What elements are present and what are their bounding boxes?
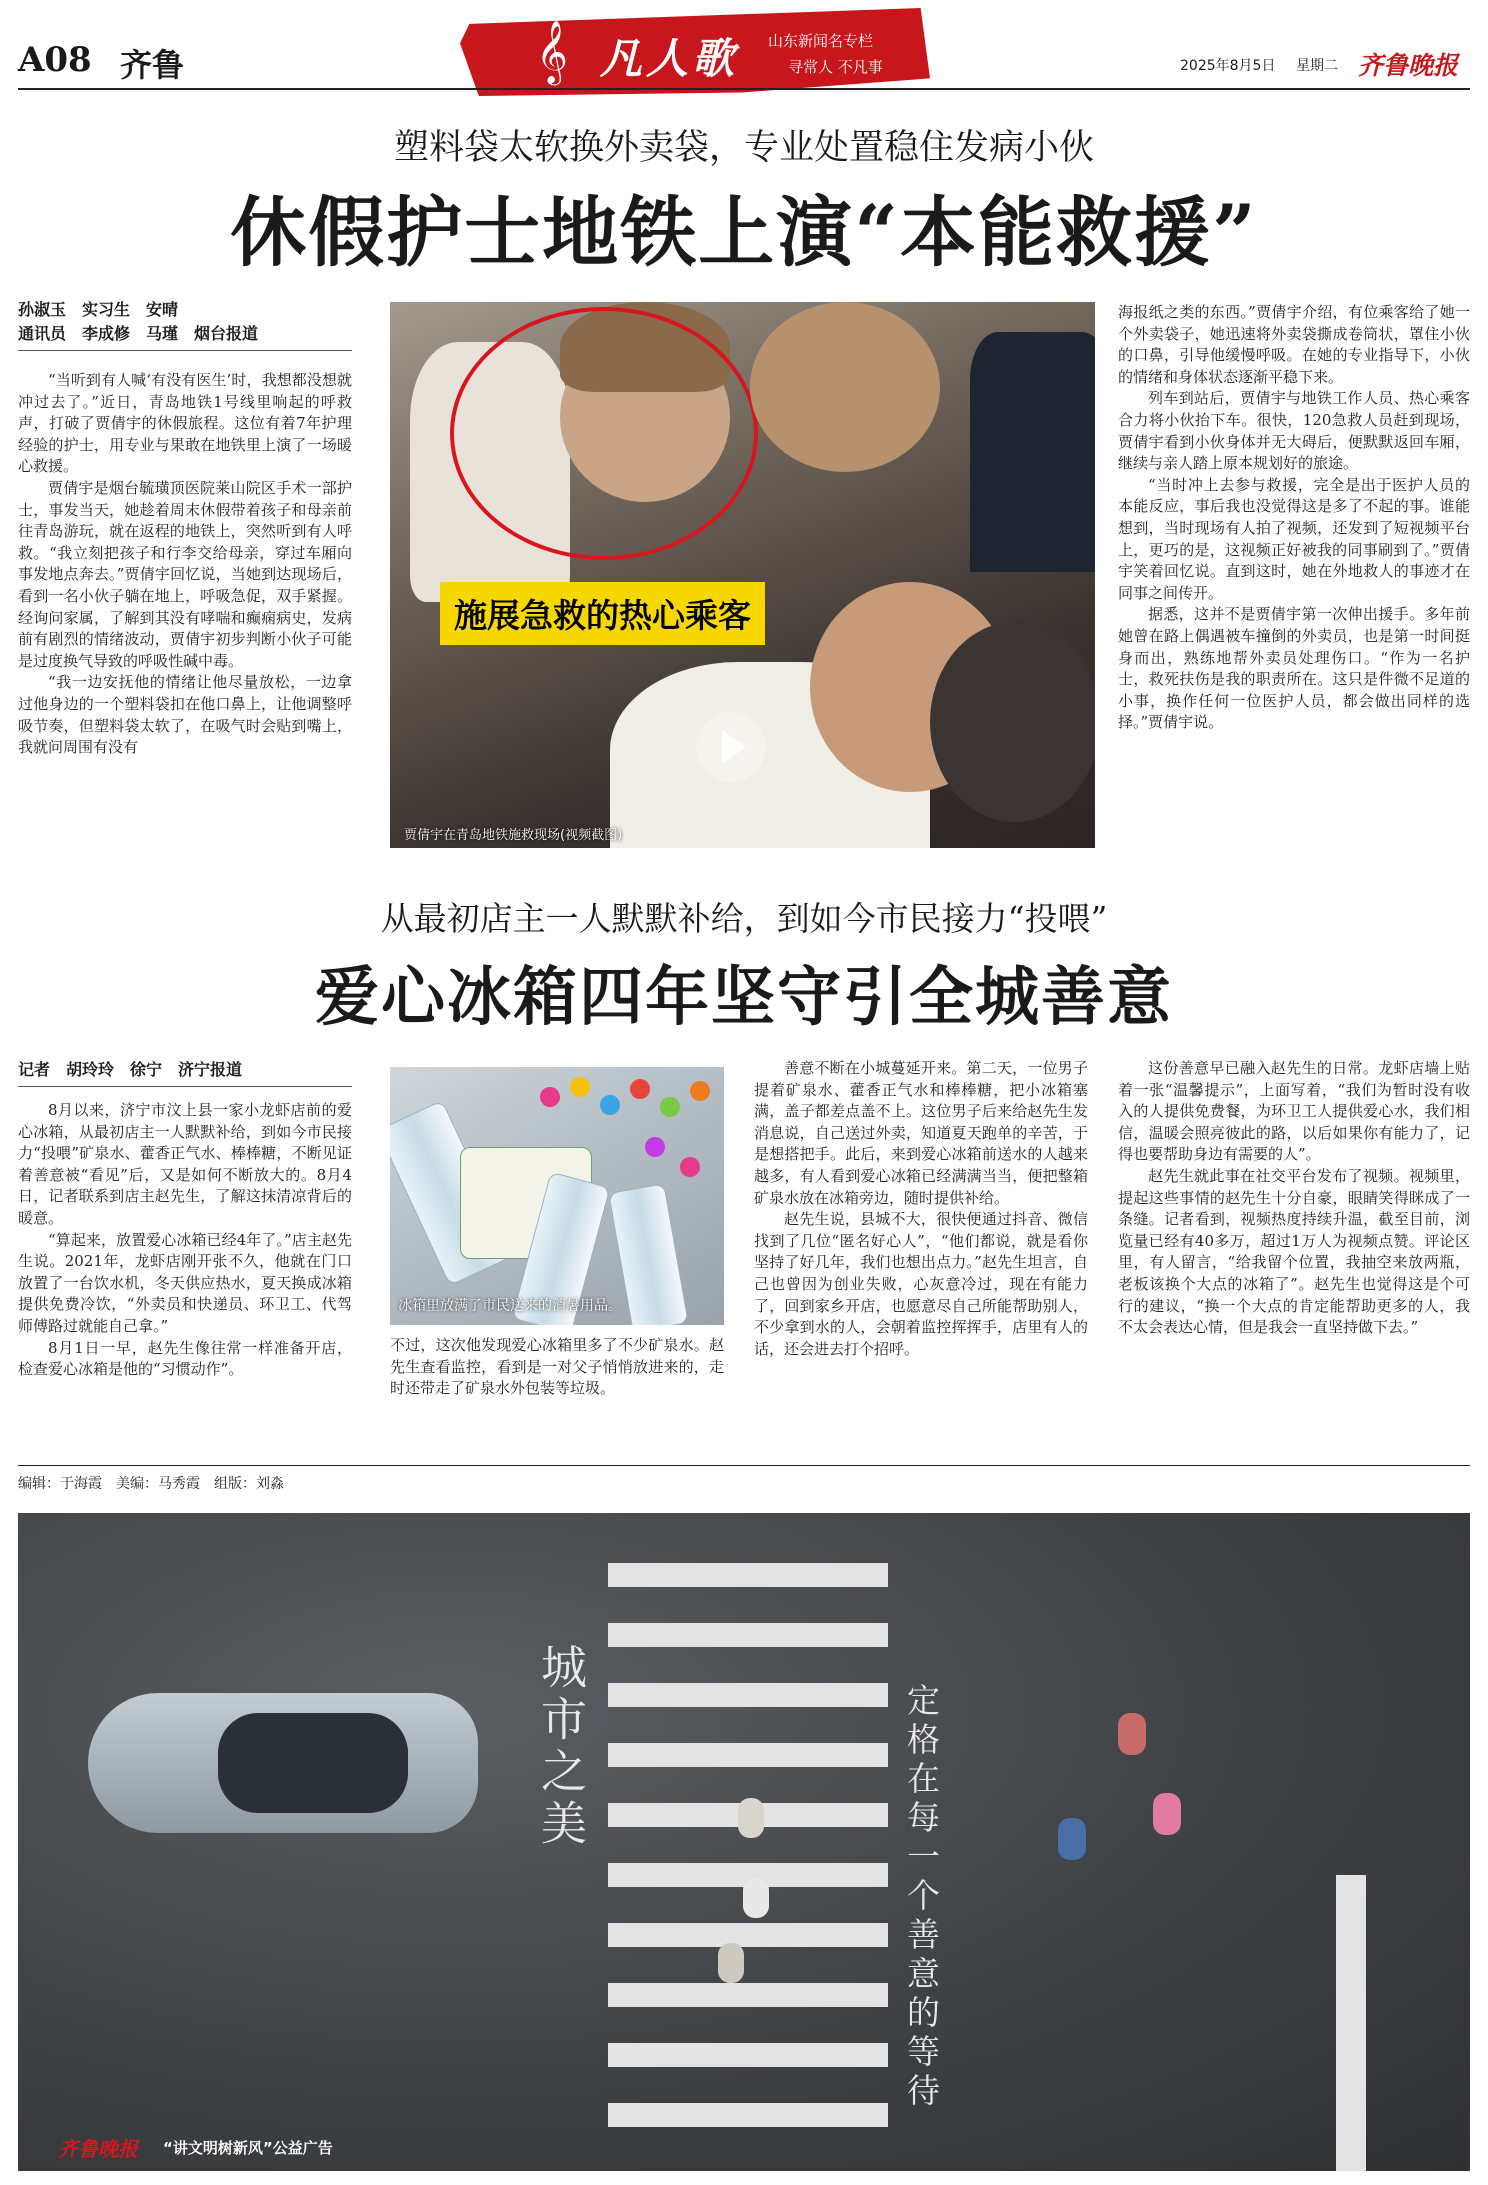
lollipop (630, 1079, 650, 1099)
rescue-photo (390, 302, 1095, 848)
paragraph: 不过，这次他发现爱心冰箱里多了不少矿泉水。赵先生查看监控，看到是一对父子悄悄放进来的，走时还带走了矿泉水外包装等垃圾。 (390, 1336, 724, 1398)
lollipop (600, 1095, 620, 1115)
issue-date: 2025年8月5日 (1180, 58, 1276, 74)
column-sub1: 山东新闻名专栏 (768, 32, 874, 50)
car (88, 1693, 478, 1833)
paragraph: 列车到站后，贾倩宇与地铁工作人员、热心乘客合力将小伙抬下车。很快，120急救人员赶到现场，贾倩宇看到小伙身体并无大碍后，便默默返回车厢，继续与亲人踏上原本规划好的旅途。 (1118, 389, 1470, 473)
paragraph: “当听到有人喊‘有没有医生’时，我想都没想就冲过去了。”近日，青岛地铁1号线里响起的呼救声，打破了贾倩宇的休假旅程。这位有着7年护理经验的护士，用专业与果敢在地铁里上演了一场暖心救援。 (18, 371, 352, 476)
crosswalk-stripe (608, 1683, 888, 1707)
highlight-circle (450, 307, 758, 560)
paragraph: 这份善意早已融入赵先生的日常。龙虾店墙上贴着一张“温馨提示”，上面写着，“我们为暂时没有收入的人提供免费餐，为环卫工人提供爱心水，我们相信，温暖会照亮彼此的路，以后如果你有能力了，记得也要帮助身边有需要的人”。 (1118, 1059, 1470, 1164)
byline-correspondents: 通讯员 李成修 马瑾 烟台报道 (18, 324, 259, 343)
article1-column-1 (18, 370, 352, 860)
crosswalk-stripe (608, 1563, 888, 1587)
photo-overlay-label: 施展急救的热心乘客 (440, 582, 765, 645)
ad-paper-logo: 齐鲁晚报 (58, 2137, 138, 2161)
column-name: 凡人歌 (600, 34, 739, 83)
fridge-photo (390, 1067, 724, 1325)
car-roof (218, 1713, 408, 1813)
crosswalk-stripe (608, 1743, 888, 1767)
paragraph: “当时冲上去参与救援，完全是出于医护人员的本能反应，事后我也没觉得这是多了不起的事。谁能想到，当时现场有人拍了视频，还发到了短视频平台上，更巧的是，这视频正好被我的同事刷到了。”贾倩宇笑着回忆说。直到这时，她在外地救人的事迹才在同事之间传开。 (1118, 475, 1470, 602)
photo-caption: 冰箱里放满了市民送来的消暑用品。 (398, 1298, 622, 1314)
paragraph: 据悉，这并不是贾倩宇第一次伸出援手。多年前她曾在路上偶遇被车撞倒的外卖员，也是第一时间挺身而出，熟练地帮外卖员处理伤口。“作为一名护士，救死扶伤是我的职责所在。这只是件微不足道的小事，换作任何一位医护人员，都会做出同样的选择。”贾倩宇说。 (1118, 605, 1470, 732)
page-number: A08 (18, 40, 92, 80)
byline-rule (18, 1086, 352, 1087)
lane-marking (1336, 1875, 1366, 2171)
music-note-icon: 𝄞 (536, 20, 568, 83)
pedestrian (1118, 1713, 1146, 1755)
pedestrian (1058, 1818, 1086, 1860)
article2-column-4 (1118, 1058, 1470, 1453)
man-face (750, 302, 940, 472)
lollipop (540, 1087, 560, 1107)
editor-credits: 编辑：于海霞 美编：马秀霞 组版：刘淼 (18, 1476, 284, 1492)
article1-byline (18, 298, 258, 346)
paragraph: 赵先生就此事在社交平台发布了视频。视频里，提起这些事情的赵先生十分自豪，眼睛笑得眯成了一条缝。记者看到，视频热度持续升温，截至目前，浏览量已经有40多万，超过1万人为视频点赞。评论区里，有人留言，“给我留个位置，我抽空来放两瓶，老板该换个大点的冰箱了”。赵先生也觉得这是个可行的建议，“换一个大点的肯定能帮助更多的人，我不太会表达心情，但是我会一直坚持做下去。” (1118, 1166, 1470, 1337)
article1-headline: 休假护士地铁上演“本能救援” (230, 188, 1258, 277)
paragraph: 8月以来，济宁市汶上县一家小龙虾店前的爱心冰箱，从最初店主一人默默补给，到如今市民接力“投喂”矿泉水、藿香正气水、棒棒糖，不断见证着善意被“看见”后，又是如何不断放大的。8月4日，记者联系到店主赵先生，了解这抹清凉背后的暖意。 (18, 1101, 352, 1227)
paragraph: 8月1日一早，赵先生像往常一样准备开店，检查爱心冰箱是他的“习惯动作”。 (18, 1338, 352, 1379)
article2-byline: 记者 胡玲玲 徐宁 济宁报道 (18, 1060, 243, 1079)
pedestrian (718, 1943, 744, 1983)
article2-kicker: 从最初店主一人默默补给，到如今市民接力“投喂” (380, 899, 1108, 938)
lollipop (690, 1081, 710, 1101)
header-rule (18, 88, 1470, 90)
paragraph: 善意不断在小城蔓延开来。第二天，一位男子提着矿泉水、藿香正气水和棒棒糖，把小冰箱塞满，盖子都差点盖不上。这位男子后来给赵先生发消息说，自己送过外卖，知道夏天跑单的辛苦，于是想搭把手。此后，来到爱心冰箱前送水的人越来越多，有人看到爱心冰箱已经满满当当，便把整箱矿泉水放在冰箱旁边，随时提供补给。 (754, 1059, 1088, 1207)
paragraph: “我一边安抚他的情绪让他尽量放松，一边拿过他身边的一个塑料袋扣在他口鼻上，让他调整呼吸节奏，但塑料袋太软了，在吸气时会贴到嘴上，我就问周围有没有 (18, 673, 352, 757)
crosswalk-stripe (608, 1923, 888, 1947)
issue-weekday: 星期二 (1296, 58, 1338, 74)
article2-headline: 爱心冰箱四年坚守引全城善意 (315, 960, 1173, 1035)
crosswalk-stripe (608, 2103, 888, 2127)
article1-column-3 (1118, 302, 1470, 862)
pedestrian (1153, 1793, 1181, 1835)
column-sub2: 寻常人 不凡事 (788, 58, 883, 76)
lollipop (645, 1137, 665, 1157)
ad-title-vertical: 城市之美 (534, 1643, 588, 1851)
byline-reporters: 孙淑玉 实习生 安晴 (18, 300, 179, 319)
section-name: 齐鲁 (120, 46, 185, 84)
lollipop (680, 1157, 700, 1177)
article1-kicker: 塑料袋太软换外卖袋，专业处置稳住发病小伙 (393, 128, 1094, 168)
photo-caption: 贾倩宇在青岛地铁施救现场(视频截图) (404, 828, 623, 843)
paragraph: 海报纸之类的东西。”贾倩宇介绍，有位乘客给了她一个外卖袋子，她迅速将外卖袋撕成卷筒状，罩住小伙的口鼻，引导他缓慢呼吸。在她的专业指导下，小伙的情绪和身体状态逐渐平稳下来。 (1118, 303, 1470, 386)
crosswalk-stripe (608, 1623, 888, 1647)
paragraph: 贾倩宇是烟台毓璜顶医院莱山院区手术一部护士，事发当天，她趁着周末休假带着孩子和母亲前往青岛游玩，就在返程的地铁上，突然听到有人呼救。“我立刻把孩子和行李交给母亲，穿过车厢向事发地点奔去。”贾倩宇回忆说，当她到达现场后，看到一名小伙子躺在地上，呼吸急促，双手紧握。经询问家属，了解到其没有哮喘和癫痫病史，发病前有剧烈的情绪波动，贾倩宇初步判断小伙子可能是过度换气导致的呼吸性碱中毒。 (18, 478, 352, 670)
crosswalk-stripe (608, 2043, 888, 2067)
footer-rule (18, 1465, 1470, 1466)
paragraph: “算起来，放置爱心冰箱已经4年了。”店主赵先生说。2021年，龙虾店刚开张不久，他就在门口放置了一台饮水机，冬天供应热水，夏天换成冰箱提供免费冷饮，“外卖员和快递员、环卫工、代驾师傅路过就能自己拿。” (18, 1230, 352, 1335)
paper-logo: 齐鲁晚报 (1358, 51, 1459, 80)
crosswalk-stripe (608, 1983, 888, 2007)
bystander-head (930, 622, 1095, 822)
ad-slogan: “讲文明树新风”公益广告 (163, 2139, 333, 2157)
pedestrian (743, 1878, 769, 1918)
article2-column-2 (390, 1335, 724, 1455)
article2-column-3 (754, 1058, 1088, 1453)
ad-slogan-vertical: 定格在每一个善意的等待 (902, 1683, 941, 2112)
play-icon[interactable] (696, 712, 766, 782)
paragraph: 赵先生说，县城不大，很快便通过抖音、微信找到了几位“匿名好心人”，“他们都说，就是看你坚持了好几年，我们也想出点力。”赵先生坦言，自己也曾因为创业失败，心灰意冷过，现在有能力了，回到家乡开店，也愿意尽自己所能帮助别人，不少拿到水的人，会朝着监控挥挥手，店里有人的话，还会进去打个招呼。 (754, 1210, 1088, 1358)
lollipop (660, 1097, 680, 1117)
bystander-figure (970, 332, 1095, 572)
lollipop (570, 1077, 590, 1097)
pedestrian (738, 1798, 764, 1838)
article2-column-1 (18, 1100, 352, 1452)
public-service-ad (18, 1513, 1470, 2171)
byline-rule (18, 350, 352, 351)
